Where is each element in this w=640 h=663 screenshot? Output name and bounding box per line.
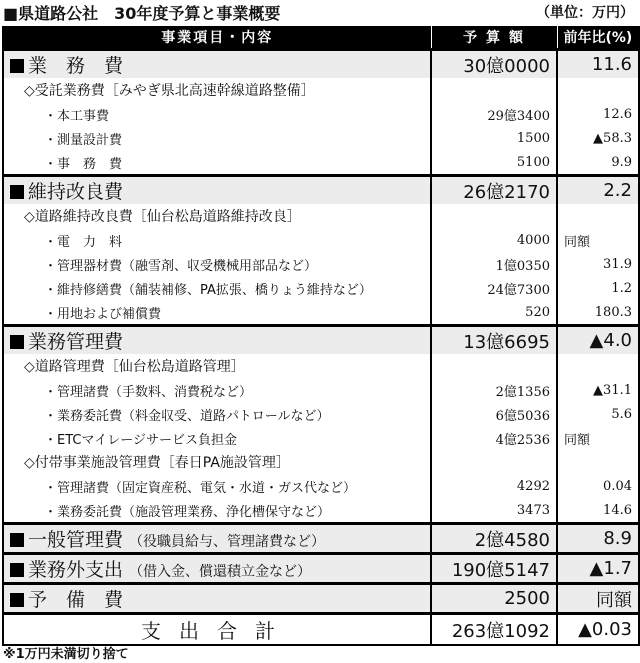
row-name-cell: [3, 102, 431, 126]
row-name: ・管理器材費（融雪剤、収受機械用部品など）: [44, 258, 318, 274]
yoy-cell: 8.9: [557, 524, 639, 554]
budget-amount-cell: 3473: [431, 498, 557, 524]
row-name: 業務外支出: [28, 559, 124, 581]
yoy-cell: [557, 450, 639, 474]
yoy-cell: [557, 204, 639, 228]
table-header-row: [3, 26, 639, 50]
row-name: ・管理諸費（手数料、消費税など）: [44, 384, 253, 400]
item-row: [3, 102, 639, 126]
yoy-cell: 31.9: [557, 252, 639, 276]
yoy-cell: 180.3: [557, 300, 639, 326]
yoy-cell: 同額: [557, 228, 639, 252]
category-row: [3, 524, 639, 554]
row-name: ・管理諸費（固定資産税、電気・水道・ガス代など）: [44, 480, 357, 496]
row-name-cell: [3, 176, 431, 205]
section-row: [3, 354, 639, 378]
row-name-cell: [3, 498, 431, 524]
row-name-cell: [3, 378, 431, 402]
row-name: 予 備 費: [28, 589, 124, 611]
category-row: [3, 554, 639, 584]
budget-amount-cell: 190億5147: [431, 554, 557, 584]
row-name-cell: [3, 402, 431, 426]
yoy-cell: ▲31.1: [557, 378, 639, 402]
row-name: 業務管理費: [28, 331, 124, 353]
item-row: [3, 126, 639, 150]
section-row: [3, 78, 639, 102]
column-header-item: 事業項目・内容: [3, 26, 431, 50]
black-square-icon: [10, 59, 24, 73]
row-name-cell: [3, 150, 431, 176]
budget-amount-cell: 1億0350: [431, 252, 557, 276]
budget-amount-cell: [431, 450, 557, 474]
item-row: [3, 498, 639, 524]
yoy-cell: 2.2: [557, 176, 639, 205]
row-name-cell: [3, 354, 431, 378]
row-name: ・事 務 費: [44, 156, 123, 172]
total-label: 支出合計: [3, 614, 431, 646]
category-row: [3, 584, 639, 614]
row-note: （借入金、償還積立金など）: [129, 564, 312, 580]
column-header-amount: 予 算 額: [431, 26, 557, 50]
budget-amount-cell: 520: [431, 300, 557, 326]
row-name-cell: [3, 252, 431, 276]
category-row: [3, 50, 639, 79]
row-name: ・ETCマイレージサービス負担金: [44, 432, 237, 448]
item-row: [3, 426, 639, 450]
budget-amount-cell: 1500: [431, 126, 557, 150]
row-name: ・測量設計費: [44, 132, 123, 148]
row-name-cell: [3, 426, 431, 450]
total-yoy: ▲0.03: [557, 614, 639, 646]
row-name-cell: [3, 126, 431, 150]
yoy-cell: 0.04: [557, 474, 639, 498]
row-name-cell: [3, 276, 431, 300]
yoy-cell: 11.6: [557, 50, 639, 79]
row-name-cell: [3, 450, 431, 474]
document-title: ■県道路公社 30年度予算と事業概要: [3, 4, 281, 23]
yoy-cell: ▲4.0: [557, 326, 639, 355]
item-row: [3, 402, 639, 426]
budget-amount-cell: 24億7300: [431, 276, 557, 300]
budget-amount-cell: [431, 78, 557, 102]
item-row: [3, 150, 639, 176]
black-square-icon: [10, 185, 24, 199]
yoy-cell: 14.6: [557, 498, 639, 524]
section-row: [3, 450, 639, 474]
yoy-cell: ▲1.7: [557, 554, 639, 584]
budget-amount-cell: [431, 204, 557, 228]
row-name: ◇付帯事業施設管理費［春日PA施設管理］: [24, 455, 290, 471]
yoy-cell: [557, 354, 639, 378]
item-row: [3, 378, 639, 402]
row-note: （役職員給与、管理諸費など）: [129, 534, 326, 550]
row-name-cell: [3, 584, 431, 614]
yoy-cell: 12.6: [557, 102, 639, 126]
yoy-cell: 1.2: [557, 276, 639, 300]
row-name: ・維持修繕費（舗装補修、PA拡張、橋りょう維持など）: [44, 282, 372, 298]
total-row: [3, 614, 639, 646]
yoy-cell: ▲58.3: [557, 126, 639, 150]
black-square-icon: [10, 593, 24, 607]
budget-amount-cell: [431, 354, 557, 378]
row-name: ・業務委託費（料金収受、道路パトロールなど）: [44, 408, 330, 424]
column-header-yoy: 前年比(%): [557, 26, 639, 50]
section-row: [3, 204, 639, 228]
budget-table: [2, 26, 640, 646]
budget-amount-cell: 4292: [431, 474, 557, 498]
budget-amount-cell: 4億2536: [431, 426, 557, 450]
black-square-icon: [10, 533, 24, 547]
row-name-cell: [3, 554, 431, 584]
yoy-cell: 同額: [557, 426, 639, 450]
row-name: ◇道路維持改良費［仙台松島道路維持改良］: [24, 209, 301, 225]
row-name: ・用地および補償費: [44, 306, 162, 322]
row-name: 一般管理費: [28, 529, 124, 551]
yoy-cell: 同額: [557, 584, 639, 614]
row-name-cell: [3, 326, 431, 355]
item-row: [3, 276, 639, 300]
black-square-icon: [10, 335, 24, 349]
black-square-icon: [10, 563, 24, 577]
footnote: ※1万円未満切り捨て: [3, 647, 129, 662]
row-name-cell: [3, 204, 431, 228]
row-name-cell: [3, 78, 431, 102]
row-name: ◇受託業務費［みやぎ県北高速幹線道路整備］: [24, 83, 315, 99]
row-name: ・本工事費: [44, 108, 110, 124]
row-name: ・電 力 料: [44, 234, 123, 250]
yoy-cell: 9.9: [557, 150, 639, 176]
row-name-cell: [3, 50, 431, 79]
budget-amount-cell: 26億2170: [431, 176, 557, 205]
unit-label: （単位：万円）: [536, 5, 634, 21]
total-amount: 263億1092: [431, 614, 557, 646]
yoy-cell: 5.6: [557, 402, 639, 426]
row-name-cell: [3, 474, 431, 498]
category-row: [3, 326, 639, 355]
budget-amount-cell: 2500: [431, 584, 557, 614]
yoy-cell: [557, 78, 639, 102]
row-name-cell: [3, 524, 431, 554]
item-row: [3, 300, 639, 326]
row-name-cell: [3, 228, 431, 252]
budget-amount-cell: 2億4580: [431, 524, 557, 554]
item-row: [3, 252, 639, 276]
row-name: ◇道路管理費［仙台松島道路管理］: [24, 359, 245, 375]
row-name: ・業務委託費（施設管理業務、浄化槽保守など）: [44, 504, 331, 520]
item-row: [3, 474, 639, 498]
budget-amount-cell: 13億6695: [431, 326, 557, 355]
row-name: 業 務 費: [28, 55, 124, 77]
budget-amount-cell: 6億5036: [431, 402, 557, 426]
row-name: 維持改良費: [28, 181, 124, 203]
budget-amount-cell: 5100: [431, 150, 557, 176]
item-row: [3, 228, 639, 252]
category-row: [3, 176, 639, 205]
budget-amount-cell: 4000: [431, 228, 557, 252]
budget-amount-cell: 30億0000: [431, 50, 557, 79]
budget-amount-cell: 2億1356: [431, 378, 557, 402]
row-name-cell: [3, 300, 431, 326]
budget-amount-cell: 29億3400: [431, 102, 557, 126]
